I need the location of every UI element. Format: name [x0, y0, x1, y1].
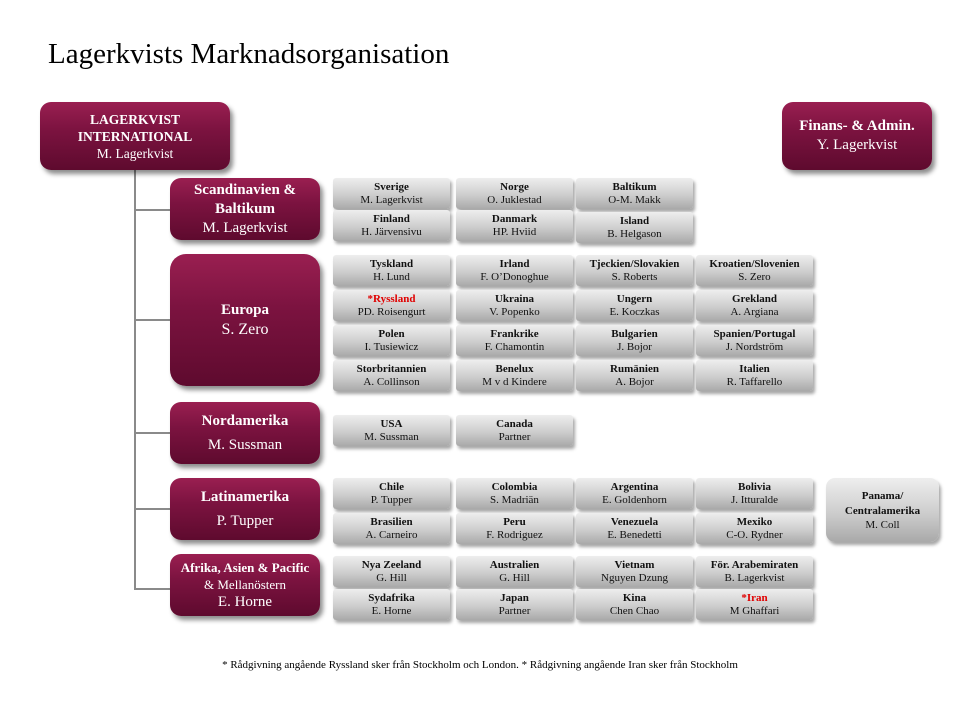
country-contact: C-O. Rydner: [726, 528, 783, 541]
country-box-colombia: [456, 478, 573, 509]
country-box-irland: [456, 255, 573, 286]
region-name: Europa: [220, 302, 270, 318]
hq-person: M. Lagerkvist: [96, 145, 174, 161]
region-europa: [170, 254, 320, 386]
country-box-spanien-portugal: [696, 325, 813, 356]
country-name: *Ryssland: [367, 292, 416, 305]
country-name: Bulgarien: [611, 327, 658, 340]
country-name: USA: [380, 417, 403, 430]
country-name: Benelux: [495, 362, 534, 375]
country-box-frankrike: [456, 325, 573, 356]
country-contact: J. Itturalde: [730, 493, 779, 506]
country-contact: PD. Roisengurt: [357, 305, 426, 318]
country-box-argentina: [576, 478, 693, 509]
hq-title: LAGERKVIST INTERNATIONAL: [77, 111, 193, 144]
country-contact: M. Coll: [865, 518, 900, 531]
region-head: E. Horne: [217, 593, 273, 610]
country-contact: G. Hill: [499, 571, 530, 584]
country-name: Rumänien: [610, 362, 659, 375]
country-contact: H. Lund: [373, 270, 410, 283]
country-box-sydafrika: [333, 589, 450, 620]
country-contact: S. Madriän: [490, 493, 539, 506]
country-box-iran: [696, 589, 813, 620]
country-box-bulgarien: [576, 325, 693, 356]
connector-europa: [134, 319, 170, 321]
country-name: Irland: [499, 257, 530, 270]
country-contact: HP. Hviid: [492, 225, 537, 238]
country-name: Sydafrika: [368, 591, 415, 604]
country-contact: J. Bojor: [617, 340, 652, 353]
country-contact: Partner: [498, 604, 531, 617]
region-head: M. Lagerkvist: [202, 219, 288, 236]
country-name: Norge: [500, 180, 529, 193]
country-contact: Partner: [498, 430, 531, 443]
country-contact: I. Tusiewicz: [364, 340, 419, 353]
region-head: S. Zero: [221, 321, 269, 338]
country-box-brasilien: [333, 513, 450, 544]
country-box-for-arabemiraten: [696, 556, 813, 587]
country-box-nya-zeeland: [333, 556, 450, 587]
country-contact: E. Horne: [371, 604, 412, 617]
region-name: Latinamerika: [200, 488, 290, 505]
country-box-rumanien: [576, 360, 693, 391]
country-contact: S. Zero: [738, 270, 771, 283]
country-contact: P. Tupper: [370, 493, 413, 506]
region-afrika-asien-pacific: [170, 554, 320, 616]
country-name: Ukraina: [494, 292, 535, 305]
connector-latinamerika: [134, 508, 170, 510]
region-head: P. Tupper: [216, 512, 274, 529]
country-contact: A. Collinson: [363, 375, 420, 388]
hq-node: [40, 102, 230, 170]
country-name: Venezuela: [610, 515, 659, 528]
country-box-venezuela: [576, 513, 693, 544]
country-name: Ungern: [616, 292, 653, 305]
country-box-ungern: [576, 290, 693, 321]
country-contact: S. Roberts: [611, 270, 658, 283]
country-name: Australien: [489, 558, 540, 571]
country-name: Japan: [500, 591, 529, 604]
country-contact: E. Koczkas: [609, 305, 660, 318]
country-contact: F. Rodriguez: [486, 528, 543, 541]
country-contact: M. Sussman: [364, 430, 419, 443]
country-contact: A. Carneiro: [365, 528, 418, 541]
country-name: Tjeckien/Slovakien: [589, 257, 680, 270]
country-box-danmark: [456, 210, 573, 241]
country-contact: Nguyen Dzung: [601, 571, 668, 584]
country-contact: A. Bojor: [615, 375, 654, 388]
country-contact: B. Helgason: [607, 227, 662, 240]
country-name: *Iran: [741, 591, 768, 604]
country-box-australien: [456, 556, 573, 587]
country-name: Spanien/Portugal: [713, 327, 796, 340]
country-name: Peru: [503, 515, 526, 528]
region-nordamerika: [170, 402, 320, 464]
country-contact: E. Benedetti: [607, 528, 662, 541]
region-scandinavien: [170, 178, 320, 240]
country-box-finland: [333, 210, 450, 241]
country-contact: B. Lagerkvist: [724, 571, 785, 584]
country-contact: V. Popenko: [489, 305, 540, 318]
country-name: Mexiko: [736, 515, 773, 528]
region-subtitle: & Mellanöstern: [204, 576, 286, 592]
connector-nordamerika: [134, 432, 170, 434]
country-name: Kroatien/Slovenien: [709, 257, 800, 270]
connector-scandinavien: [134, 209, 170, 211]
country-box-chile: [333, 478, 450, 509]
country-box-ukraina: [456, 290, 573, 321]
country-box-norge: [456, 178, 573, 209]
country-box-polen: [333, 325, 450, 356]
country-box-baltikum: [576, 178, 693, 209]
country-contact: E. Goldenhorn: [602, 493, 667, 506]
country-name: Bolivia: [737, 480, 771, 493]
country-box-benelux: [456, 360, 573, 391]
country-box-usa: [333, 415, 450, 446]
country-contact: F. O’Donoghue: [480, 270, 549, 283]
country-name: Kina: [622, 591, 647, 604]
country-name: Chile: [378, 480, 405, 493]
country-contact: M. Lagerkvist: [360, 193, 423, 206]
country-box-canada: [456, 415, 573, 446]
country-box-panama-centralamerika: [826, 478, 939, 542]
country-name: Frankrike: [490, 327, 539, 340]
country-box-sverige: [333, 178, 450, 209]
region-name: Nordamerika: [201, 412, 289, 429]
country-contact: O. Juklestad: [487, 193, 542, 206]
country-name: För. Arabemiraten: [710, 558, 799, 571]
country-name: Canada: [496, 417, 533, 430]
country-name: Argentina: [610, 480, 659, 493]
country-box-vietnam: [576, 556, 693, 587]
country-contact: R. Taffarello: [726, 375, 783, 388]
country-name: Colombia: [491, 480, 538, 493]
country-box-peru: [456, 513, 573, 544]
country-name: Sverige: [374, 180, 409, 193]
country-name: Grekland: [731, 292, 778, 305]
country-name: Polen: [378, 327, 405, 340]
country-name: Vietnam: [614, 558, 655, 571]
region-name: Scandinavien & Baltikum: [193, 181, 297, 217]
connector-afrika: [134, 588, 170, 590]
country-box-mexiko: [696, 513, 813, 544]
country-name: Nya Zeeland: [361, 558, 422, 571]
country-box-tjeckien-slovakien: [576, 255, 693, 286]
country-contact: F. Chamontin: [484, 340, 545, 353]
country-name: Panama/ Centralamerika: [844, 489, 921, 517]
country-box-tyskland: [333, 255, 450, 286]
country-contact: O-M. Makk: [608, 193, 661, 206]
country-name: Danmark: [491, 212, 538, 225]
country-box-island: [576, 212, 693, 243]
country-box-japan: [456, 589, 573, 620]
country-box-kroatien-slovenien: [696, 255, 813, 286]
country-box-ryssland: [333, 290, 450, 321]
country-box-bolivia: [696, 478, 813, 509]
country-contact: G. Hill: [376, 571, 407, 584]
country-box-kina: [576, 589, 693, 620]
country-name: Italien: [739, 362, 770, 375]
region-name: Afrika, Asien & Pacific: [180, 559, 310, 575]
country-contact: M Ghaffari: [729, 604, 780, 617]
finance-title: Finans- & Admin.: [799, 118, 915, 134]
country-contact: A. Argiana: [730, 305, 779, 318]
country-name: Storbritannien: [356, 362, 427, 375]
country-box-grekland: [696, 290, 813, 321]
finance-person: Y. Lagerkvist: [816, 137, 898, 153]
country-contact: Chen Chao: [609, 604, 660, 617]
country-contact: H. Järvensivu: [361, 225, 422, 238]
country-name: Brasilien: [370, 515, 413, 528]
country-name: Tyskland: [369, 257, 414, 270]
country-name: Island: [619, 214, 650, 227]
country-name: Finland: [373, 212, 410, 225]
country-contact: M v d Kindere: [482, 375, 547, 388]
region-head: M. Sussman: [207, 436, 283, 453]
footnote: * Rådgivning angående Ryssland sker från Stockholm och London. * Rådgivning angående Iran sker från Stockholm: [222, 659, 738, 671]
region-latinamerika: [170, 478, 320, 540]
connector-trunk: [134, 170, 136, 590]
finance-node: [782, 102, 932, 170]
country-box-italien: [696, 360, 813, 391]
page-title: Lagerkvists Marknadsorganisation: [48, 38, 450, 70]
country-box-storbritannien: [333, 360, 450, 391]
country-contact: J. Nordström: [725, 340, 784, 353]
country-name: Baltikum: [612, 180, 657, 193]
